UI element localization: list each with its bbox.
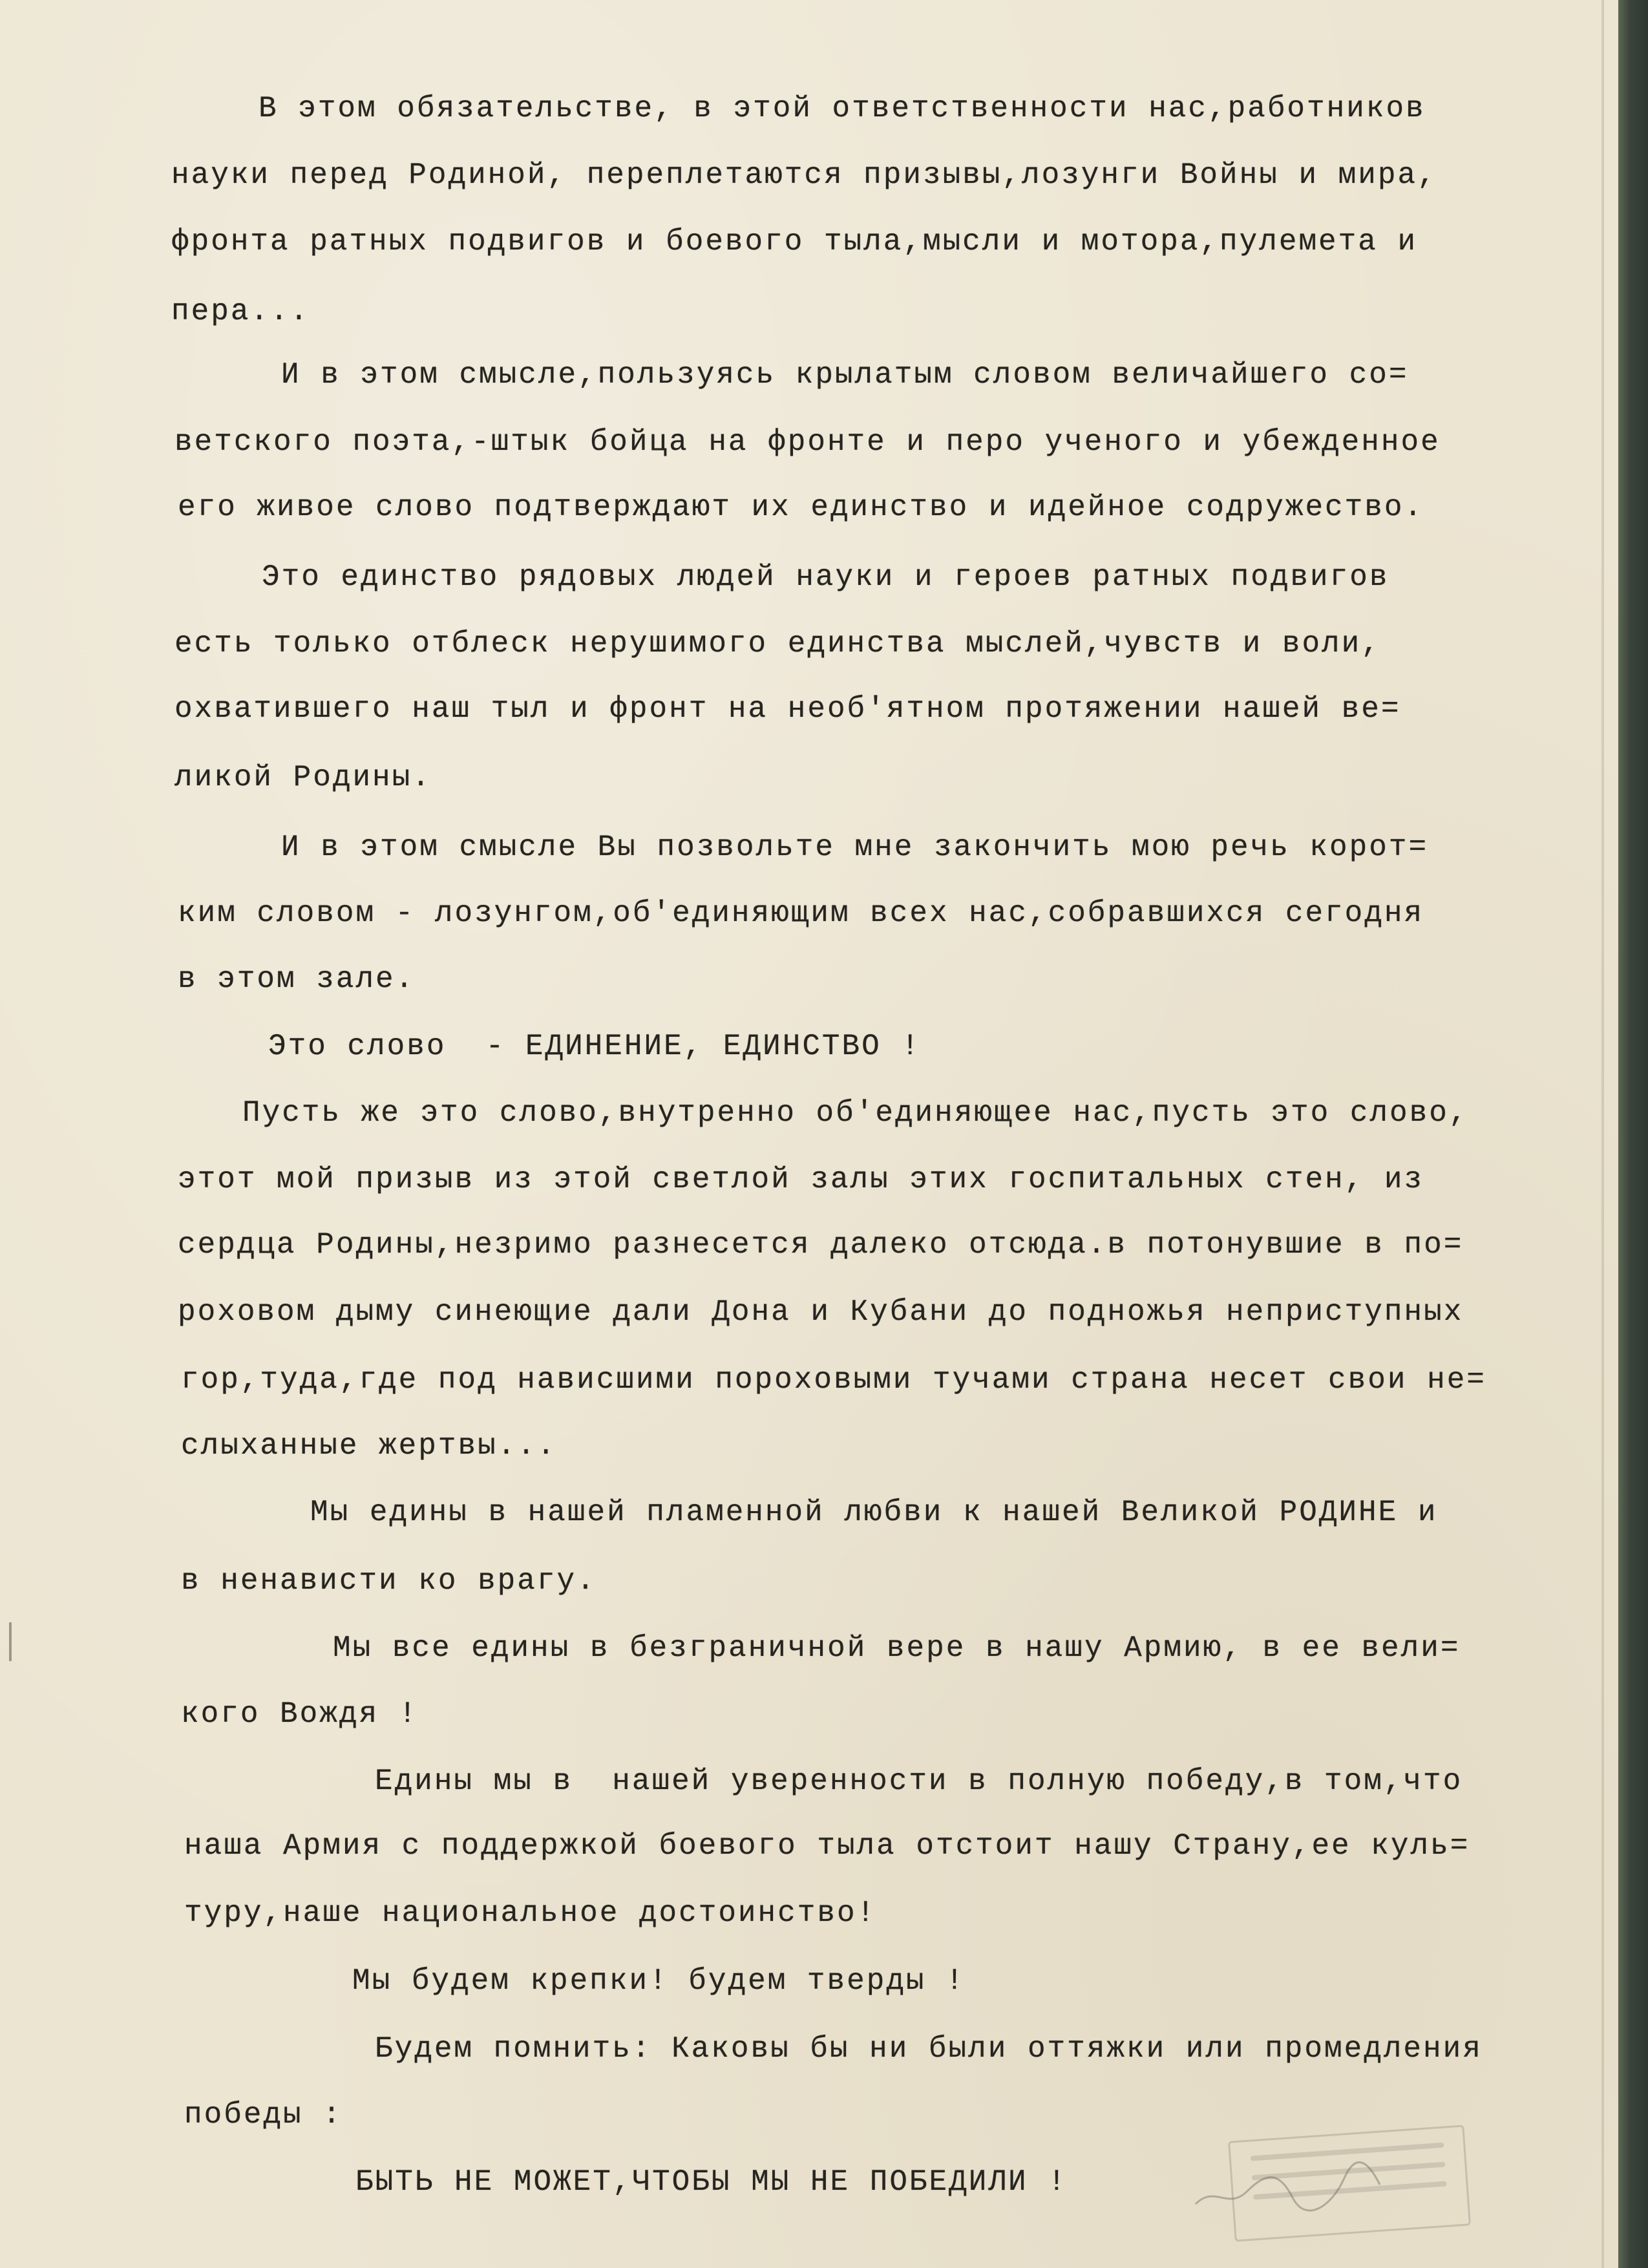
text-line: Мы будем крепки! будем тверды ! <box>352 1964 966 1998</box>
text-line: слыханные жертвы... <box>181 1429 557 1463</box>
text-line: Едины мы в нашей уверенности в полную победу,в том,что <box>375 1765 1463 1798</box>
text-line: охватившего наш тыл и фронт на необ'ятном протяжении нашей ве= <box>174 692 1401 726</box>
text-line: наша Армия с поддержкой боевого тыла отстоит нашу Страну,ее куль= <box>184 1829 1470 1863</box>
text-line: Это слово - ЕДИНЕНИЕ, ЕДИНСТВО ! <box>268 1030 921 1063</box>
text-line: победы : <box>184 2098 343 2132</box>
scan-background-edge <box>1618 0 1648 2268</box>
text-line: в этом зале. <box>178 962 416 996</box>
text-line: ликой Родины. <box>174 761 432 794</box>
text-line: этот мой призыв из этой светлой залы этих госпитальных стен, из <box>178 1163 1424 1196</box>
text-line: туру,наше национальное достоинство! <box>184 1896 877 1930</box>
text-line: ветского поэта,-штык бойца на фронте и перо ученого и убежденное <box>174 425 1441 459</box>
text-line: пера... <box>171 295 310 328</box>
text-line: Это единство рядовых людей науки и героев ратных подвигов <box>262 560 1389 594</box>
text-line: И в этом смысле Вы позвольте мне закончить мою речь корот= <box>281 831 1429 864</box>
text-line: фронта ратных подвигов и боевого тыла,мысли и мотора,пулемета и <box>171 225 1418 259</box>
text-line: есть только отблеск нерушимого единства мыслей,чувств и воли, <box>174 627 1381 661</box>
text-line: кого Вождя ! <box>181 1697 419 1731</box>
text-line: Мы все едины в безграничной вере в нашу Армию, в ее вели= <box>333 1631 1461 1665</box>
text-line: И в этом смысле,пользуясь крылатым словом величайшего со= <box>281 358 1409 392</box>
text-line: роховом дыму синеющие дали Дона и Кубани до подножья неприступных <box>178 1295 1464 1329</box>
text-line: Будем помнить: Каковы бы ни были оттяжки или промедления <box>375 2032 1483 2066</box>
text-line: ким словом - лозунгом,об'единяющим всех нас,собравшихся сегодня <box>178 896 1424 930</box>
text-line: сердца Родины,незримо разнесется далеко отсюда.в потонувшие в по= <box>178 1228 1464 1262</box>
text-line: Мы едины в нашей пламенной любви к нашей Великой РОДИНЕ и <box>310 1496 1438 1529</box>
text-line: его живое слово подтверждают их единство и идейное содружество. <box>178 491 1424 524</box>
text-line: Пусть же это слово,внутренно об'единяющее нас,пусть это слово, <box>242 1096 1469 1130</box>
text-line: БЫТЬ НЕ МОЖЕТ,ЧТОБЫ МЫ НЕ ПОБЕДИЛИ ! <box>355 2165 1068 2199</box>
text-line: в ненависти ко врагу. <box>181 1564 597 1598</box>
text-line: гор,туда,где под нависшими пороховыми тучами страна несет свои не= <box>181 1363 1486 1397</box>
text-line: науки перед Родиной, переплетаются призывы,лозунги Войны и мира, <box>171 158 1437 192</box>
text-line: В этом обязательстве, в этой ответственности нас,работников <box>259 92 1426 125</box>
